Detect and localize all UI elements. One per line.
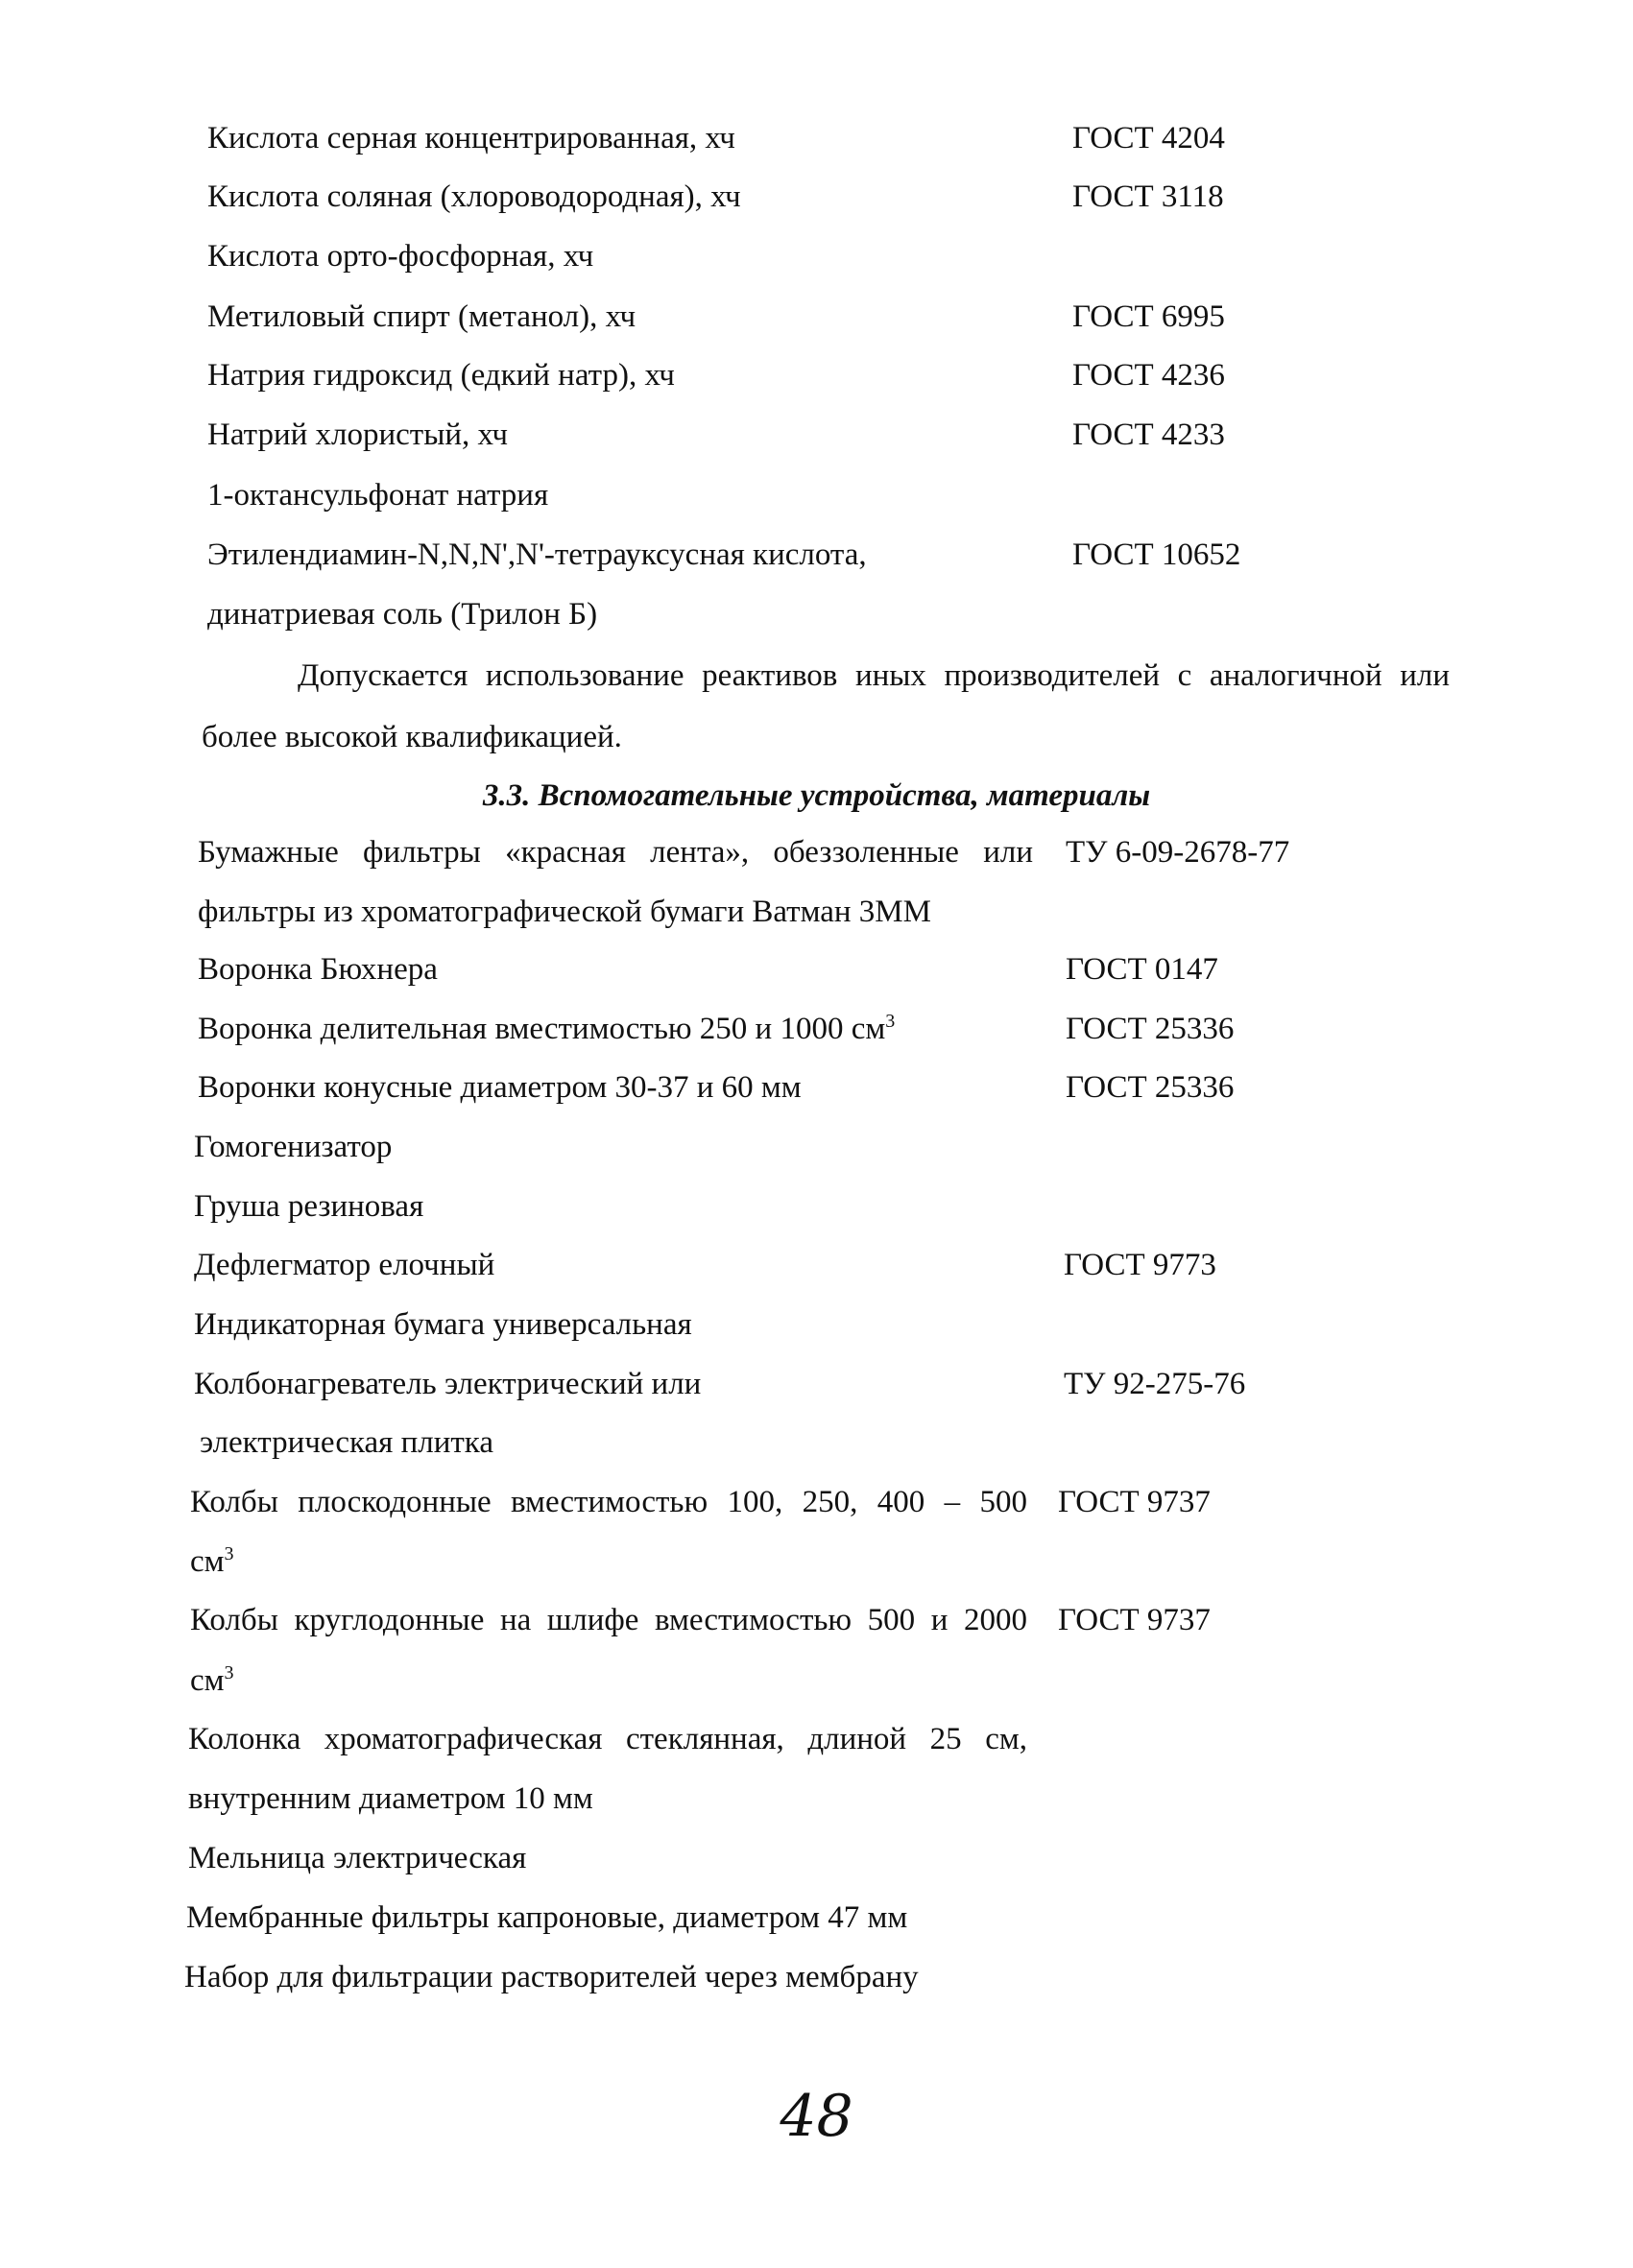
equipment-standard: ТУ 6-09-2678-77 — [1066, 835, 1290, 870]
unit-exponent: 3 — [224, 1543, 234, 1564]
equipment-standard: ГОСТ 9737 — [1058, 1603, 1211, 1637]
reagent-name: 1-октансульфонат натрия — [207, 478, 549, 513]
equipment-name: электрическая плитка — [200, 1425, 493, 1460]
equipment-name: Колбы круглодонные на шлифе вместимостью 500 и 2000 — [190, 1603, 1027, 1637]
unit-exponent: 3 — [885, 1011, 896, 1032]
equipment-name: Мембранные фильтры капроновые, диаметром 47 мм — [186, 1900, 908, 1935]
equipment-name-text: Воронка делительная вместимостью 250 и 1000 см — [198, 1012, 886, 1046]
reagent-name: Кислота орто-фосфорная, хч — [207, 239, 594, 274]
equipment-name: Гомогенизатор — [194, 1130, 393, 1164]
equipment-name — [190, 1661, 234, 1700]
equipment-standard: ГОСТ 0147 — [1066, 952, 1218, 987]
page-number: 48 — [780, 2083, 853, 2150]
equipment-name: Воронки конусные диаметром 30-37 и 60 мм — [198, 1070, 802, 1105]
equipment-name: Дефлегматор елочный — [194, 1248, 495, 1282]
reagent-standard: ГОСТ 3118 — [1072, 179, 1224, 214]
section-heading: 3.3. Вспомогательные устройства, материалы — [482, 778, 1151, 813]
equipment-name — [190, 1542, 234, 1581]
equipment-name: Колбонагреватель электрический или — [194, 1367, 702, 1401]
equipment-name: Бумажные фильтры «красная лента», обеззоленные или — [198, 835, 1033, 870]
reagent-name: Кислота соляная (хлороводородная), хч — [207, 179, 741, 214]
equipment-name: Груша резиновая — [194, 1189, 424, 1224]
equipment-name-text: см — [190, 1663, 225, 1698]
equipment-name: Колонка хроматографическая стеклянная, длиной 25 см, — [188, 1722, 1027, 1756]
equipment-name — [198, 1010, 895, 1048]
note-line-2: более высокой квалификацией. — [202, 720, 622, 754]
reagent-name: Этилендиамин-N,N,N',N'-тетрауксусная кислота, — [207, 537, 867, 572]
equipment-name: Набор для фильтрации растворителей через мембрану — [184, 1960, 919, 1994]
reagent-name: динатриевая соль (Трилон Б) — [207, 597, 598, 632]
reagent-name: Натрий хлористый, хч — [207, 418, 509, 452]
equipment-standard: ГОСТ 25336 — [1066, 1070, 1235, 1105]
note-line-1: Допускается использование реактивов иных производителей с аналогичной или — [298, 658, 1450, 693]
equipment-standard: ТУ 92-275-76 — [1064, 1367, 1246, 1401]
equipment-name: внутренним диаметром 10 мм — [188, 1781, 593, 1816]
reagent-standard: ГОСТ 4236 — [1072, 358, 1225, 393]
unit-exponent: 3 — [224, 1662, 234, 1683]
reagent-standard: ГОСТ 10652 — [1072, 537, 1241, 572]
reagent-name: Кислота серная концентрированная, хч — [207, 121, 735, 155]
reagent-standard: ГОСТ 4204 — [1072, 121, 1225, 155]
equipment-standard: ГОСТ 25336 — [1066, 1012, 1235, 1046]
equipment-name-text: см — [190, 1544, 225, 1579]
reagent-standard: ГОСТ 6995 — [1072, 299, 1225, 334]
equipment-name: Воронка Бюхнера — [198, 952, 438, 987]
equipment-name: Индикаторная бумага универсальная — [194, 1307, 692, 1342]
equipment-name: фильтры из хроматографической бумаги Ватман 3ММ — [198, 895, 931, 929]
equipment-standard: ГОСТ 9773 — [1064, 1248, 1216, 1282]
reagent-name: Метиловый спирт (метанол), хч — [207, 299, 636, 334]
equipment-standard: ГОСТ 9737 — [1058, 1485, 1211, 1519]
reagent-standard: ГОСТ 4233 — [1072, 418, 1225, 452]
equipment-name: Колбы плоскодонные вместимостью 100, 250, 400 – 500 — [190, 1485, 1027, 1519]
equipment-name: Мельница электрическая — [188, 1841, 527, 1875]
reagent-name: Натрия гидроксид (едкий натр), хч — [207, 358, 675, 393]
